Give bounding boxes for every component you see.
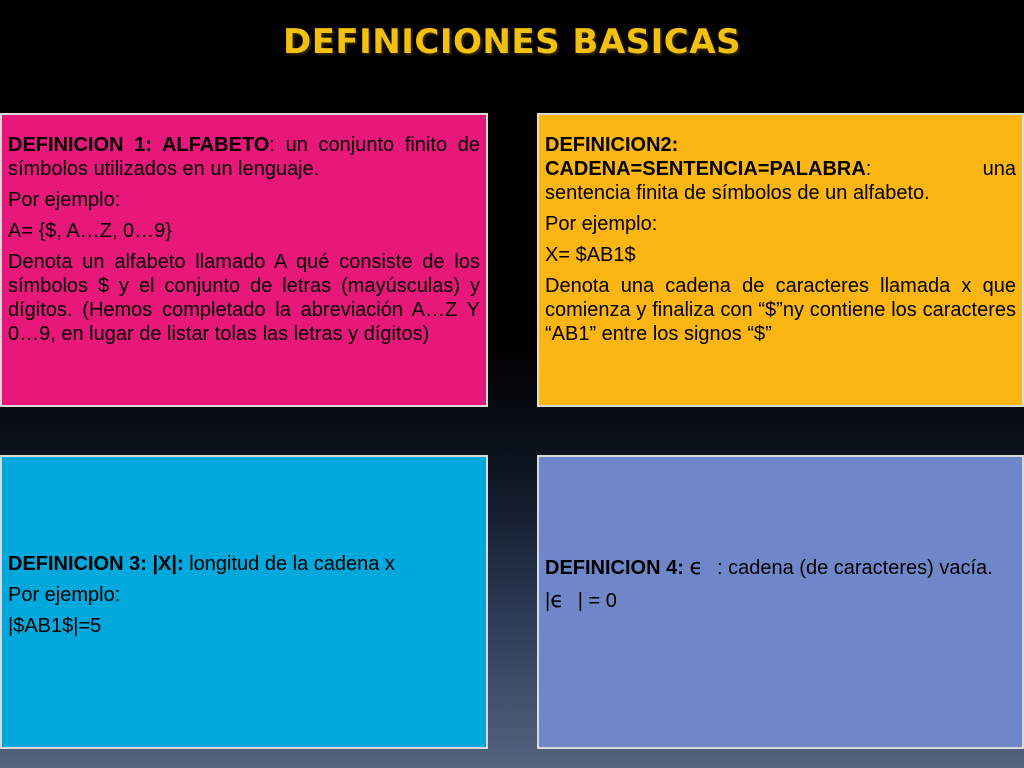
definition-3-example-label: Por ejemplo: (8, 584, 121, 606)
definition-1-example-label: Por ejemplo: (8, 189, 121, 211)
definition-2-example: X= $AB1$ (545, 244, 636, 266)
definition-3-example: |$AB1$|=5 (8, 615, 102, 637)
definition-4-statement (545, 555, 1016, 581)
formula-open-bar: | (545, 590, 551, 613)
epsilon-symbol: ϵ (689, 555, 703, 580)
definition-2-box (537, 113, 1024, 407)
definition-3-text: longitud de la cadena x (183, 553, 395, 575)
epsilon-symbol-formula: ϵ (550, 588, 564, 614)
definition-2-heading-line2: CADENA=SENTENCIA=PALABRA (545, 158, 866, 180)
slide-title: DEFINICIONES BASICAS (282, 22, 742, 62)
definition-2-example-label: Por ejemplo: (545, 213, 658, 235)
definition-2-heading-line1: DEFINICION2: (545, 134, 679, 156)
definition-3-heading: DEFINICION 3: |X|: (8, 553, 184, 575)
definition-1-example: A= {$, A…Z, 0…9} (8, 220, 172, 242)
definition-1-box (0, 113, 488, 407)
definition-3-statement (8, 552, 480, 576)
definition-2-statement (545, 133, 1022, 205)
definition-3-box (0, 455, 488, 749)
definition-1-statement (8, 133, 480, 181)
formula-close: | = 0 (577, 590, 617, 613)
definition-4-text: : cadena (de caracteres) vacía. (717, 557, 993, 579)
definition-4-box (537, 455, 1024, 749)
definition-2-explanation: Denota una cadena de caracteres llamada x que comienza y finaliza con “$”ny contiene los caracteres “AB1” entre los signos “$” (545, 275, 1016, 345)
definition-1-heading: DEFINICION 1: ALFABETO (8, 134, 270, 156)
definition-2-text: : una sentencia finita de símbolos de un alfabeto. (545, 158, 1022, 204)
definition-4-formula (545, 588, 1016, 614)
definition-1-explanation: Denota un alfabeto llamado A qué consiste de los símbolos $ y el conjunto de letras (mayúsculas) y dígitos. (Hemos completado la abreviación A…Z Y 0…9, en lugar de listar tolas las letras y dígitos) (8, 251, 480, 345)
definition-4-heading: DEFINICION 4: (545, 557, 690, 579)
definition-1-text: : un conjunto finito de símbolos utilizados en un lenguaje. (8, 134, 481, 180)
